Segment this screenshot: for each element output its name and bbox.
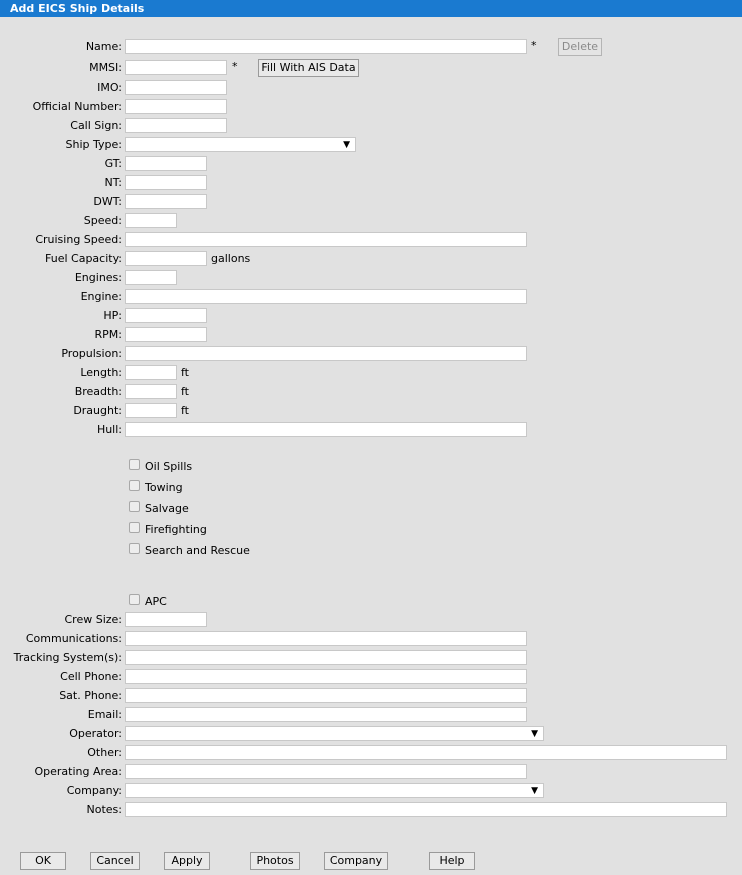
other-input[interactable] [125, 745, 727, 760]
hp-input[interactable] [125, 308, 207, 323]
breadth-unit: ft [181, 385, 189, 398]
dwt-label: DWT: [93, 195, 122, 208]
draught-input[interactable] [125, 403, 177, 418]
tracking-systems-label: Tracking System(s): [13, 651, 122, 664]
cell-phone-input[interactable] [125, 669, 527, 684]
mmsi-label: MMSI: [89, 61, 122, 74]
operator-select[interactable] [125, 726, 544, 741]
mmsi-input[interactable] [125, 60, 227, 75]
chevron-down-icon: ▼ [531, 786, 538, 796]
company-button[interactable]: Company [324, 852, 388, 870]
official-number-input[interactable] [125, 99, 227, 114]
towing-label: Towing [145, 481, 183, 494]
oil-spills-label: Oil Spills [145, 460, 193, 473]
hull-label: Hull: [96, 423, 122, 436]
search-rescue-checkbox[interactable] [129, 543, 140, 554]
cruising-speed-input[interactable] [125, 232, 527, 247]
search-rescue-label: Search and Rescue [145, 544, 250, 557]
salvage-checkbox[interactable] [129, 501, 140, 512]
rpm-input[interactable] [125, 327, 207, 342]
company-label: Company: [66, 784, 122, 797]
hull-input[interactable] [125, 422, 527, 437]
company-select[interactable] [125, 783, 544, 798]
engines-input[interactable] [125, 270, 177, 285]
speed-label: Speed: [83, 214, 122, 227]
draught-label: Draught: [73, 404, 122, 417]
photos-button[interactable]: Photos [250, 852, 300, 870]
dwt-input[interactable] [125, 194, 207, 209]
engine-label: Engine: [80, 290, 122, 303]
breadth-label: Breadth: [74, 385, 122, 398]
nt-label: NT: [104, 176, 122, 189]
operating-area-input[interactable] [125, 764, 527, 779]
tracking-systems-input[interactable] [125, 650, 527, 665]
engines-label: Engines: [74, 271, 122, 284]
chevron-down-icon: ▼ [531, 729, 538, 739]
crew-size-input[interactable] [125, 612, 207, 627]
email-label: Email: [87, 708, 122, 721]
engine-input[interactable] [125, 289, 527, 304]
length-label: Length: [80, 366, 122, 379]
breadth-input[interactable] [125, 384, 177, 399]
communications-label: Communications: [25, 632, 122, 645]
delete-button[interactable]: Delete [558, 38, 602, 56]
cell-phone-label: Cell Phone: [60, 670, 122, 683]
communications-input[interactable] [125, 631, 527, 646]
draught-unit: ft [181, 404, 189, 417]
rpm-label: RPM: [94, 328, 122, 341]
apc-checkbox[interactable] [129, 594, 140, 605]
notes-input[interactable] [125, 802, 727, 817]
operator-label: Operator: [69, 727, 122, 740]
name-required-marker: * [531, 39, 537, 52]
fuel-capacity-label: Fuel Capacity: [45, 252, 122, 265]
apc-label: APC [145, 595, 167, 608]
fuel-capacity-unit: gallons [211, 252, 251, 265]
help-button[interactable]: Help [429, 852, 475, 870]
gt-input[interactable] [125, 156, 207, 171]
sat-phone-label: Sat. Phone: [59, 689, 122, 702]
speed-input[interactable] [125, 213, 177, 228]
firefighting-label: Firefighting [145, 523, 207, 536]
cancel-button[interactable]: Cancel [90, 852, 140, 870]
ok-button[interactable]: OK [20, 852, 66, 870]
other-label: Other: [87, 746, 122, 759]
nt-input[interactable] [125, 175, 207, 190]
notes-label: Notes: [86, 803, 122, 816]
mmsi-required-marker: * [232, 60, 238, 73]
operating-area-label: Operating Area: [34, 765, 122, 778]
towing-checkbox[interactable] [129, 480, 140, 491]
length-unit: ft [181, 366, 189, 379]
salvage-label: Salvage [145, 502, 189, 515]
dialog-title: Add EICS Ship Details [0, 0, 742, 17]
cruising-speed-label: Cruising Speed: [35, 233, 122, 246]
ship-type-select[interactable] [125, 137, 356, 152]
crew-size-label: Crew Size: [64, 613, 122, 626]
chevron-down-icon: ▼ [343, 140, 350, 150]
gt-label: GT: [104, 157, 122, 170]
imo-label: IMO: [97, 81, 122, 94]
fill-ais-button[interactable]: Fill With AIS Data [258, 59, 359, 77]
name-label: Name: [85, 40, 122, 53]
ship-type-label: Ship Type: [65, 138, 122, 151]
propulsion-label: Propulsion: [61, 347, 122, 360]
oil-spills-checkbox[interactable] [129, 459, 140, 470]
email-input[interactable] [125, 707, 527, 722]
hp-label: HP: [103, 309, 122, 322]
fuel-capacity-input[interactable] [125, 251, 207, 266]
length-input[interactable] [125, 365, 177, 380]
call-sign-label: Call Sign: [70, 119, 122, 132]
call-sign-input[interactable] [125, 118, 227, 133]
official-number-label: Official Number: [32, 100, 122, 113]
sat-phone-input[interactable] [125, 688, 527, 703]
imo-input[interactable] [125, 80, 227, 95]
firefighting-checkbox[interactable] [129, 522, 140, 533]
apply-button[interactable]: Apply [164, 852, 210, 870]
propulsion-input[interactable] [125, 346, 527, 361]
name-input[interactable] [125, 39, 527, 54]
